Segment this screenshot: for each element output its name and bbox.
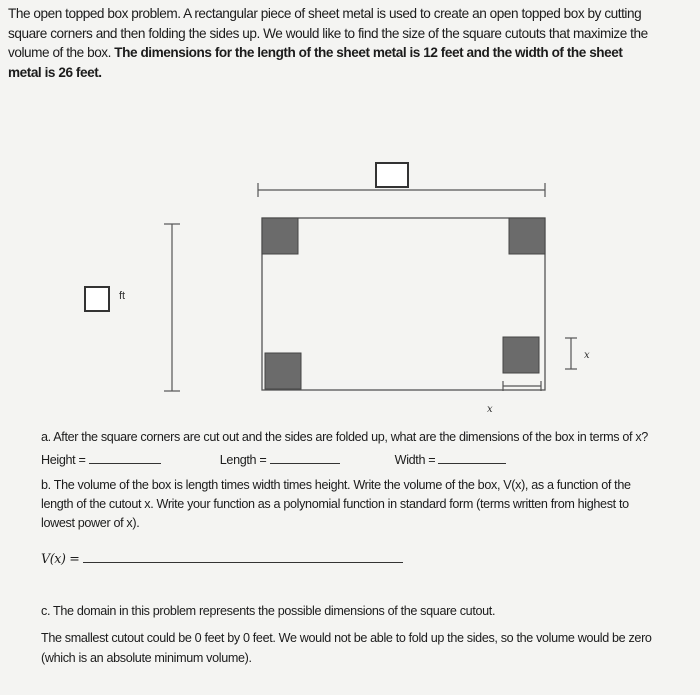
cutout-x-label-bottom: x	[487, 404, 493, 415]
question-c-line-3: (which is an absolute minimum volume).	[41, 651, 252, 665]
cutout-x-label-right: x	[584, 350, 590, 361]
corner-cutout-top-right	[509, 218, 545, 254]
intro-line-3b: The dimensions for the length of the sheet metal is 12 feet and the width of the sheet	[110, 45, 623, 60]
corner-cutout-bottom-left	[265, 353, 301, 389]
length-answer-field[interactable]	[270, 463, 340, 464]
intro-line-3a: volume of the box.	[8, 45, 111, 60]
question-c-line-1: c. The domain in this problem represents the possible dimensions of the square cutout.	[41, 604, 496, 618]
corner-cutout-bottom-right	[503, 337, 539, 373]
width-label: Width =	[394, 453, 436, 467]
sheet-metal-diagram	[0, 150, 700, 420]
question-b-line-2: length of the cutout x. Write your function as a polynomial function in standard form (terms written from highest to	[41, 497, 629, 511]
volume-function-label: V(x) =	[41, 551, 80, 566]
width-answer-field[interactable]	[438, 463, 506, 464]
length-answer-box[interactable]	[84, 286, 110, 312]
length-dimension-line	[164, 224, 180, 391]
volume-function-field[interactable]	[83, 562, 403, 563]
volume-function-row	[41, 550, 696, 569]
question-a-answers	[41, 452, 696, 470]
width-answer-box[interactable]	[375, 162, 409, 188]
question-c-line-2: The smallest cutout could be 0 feet by 0 feet. We would not be able to fold up the sides, so the volume would be zero	[41, 631, 652, 645]
height-label: Height =	[41, 453, 86, 467]
problem-intro	[8, 4, 698, 82]
length-label: Length =	[219, 453, 267, 467]
intro-line-2: square corners and then folding the sides up. We would like to find the size of the square cutouts that maximize the	[8, 25, 648, 41]
cutout-height-dimension	[565, 338, 577, 369]
unit-label-ft: ft	[119, 290, 126, 302]
intro-line-4: metal is 26 feet.	[8, 64, 102, 80]
intro-line-1: A rectangular piece of sheet metal is used to create an open topped box by cutting	[180, 6, 642, 21]
height-answer-field[interactable]	[89, 463, 161, 464]
corner-cutout-top-left	[262, 218, 298, 254]
question-b-line-3: lowest power of x).	[41, 516, 140, 530]
question-b-line-1: b. The volume of the box is length times width times height. Write the volume of the box, V(x), as a function of the	[41, 478, 631, 492]
problem-title: The open topped box problem.	[8, 6, 181, 21]
question-a-text: a. After the square corners are cut out and the sides are folded up, what are the dimensions of the box in terms of x?	[41, 430, 648, 444]
